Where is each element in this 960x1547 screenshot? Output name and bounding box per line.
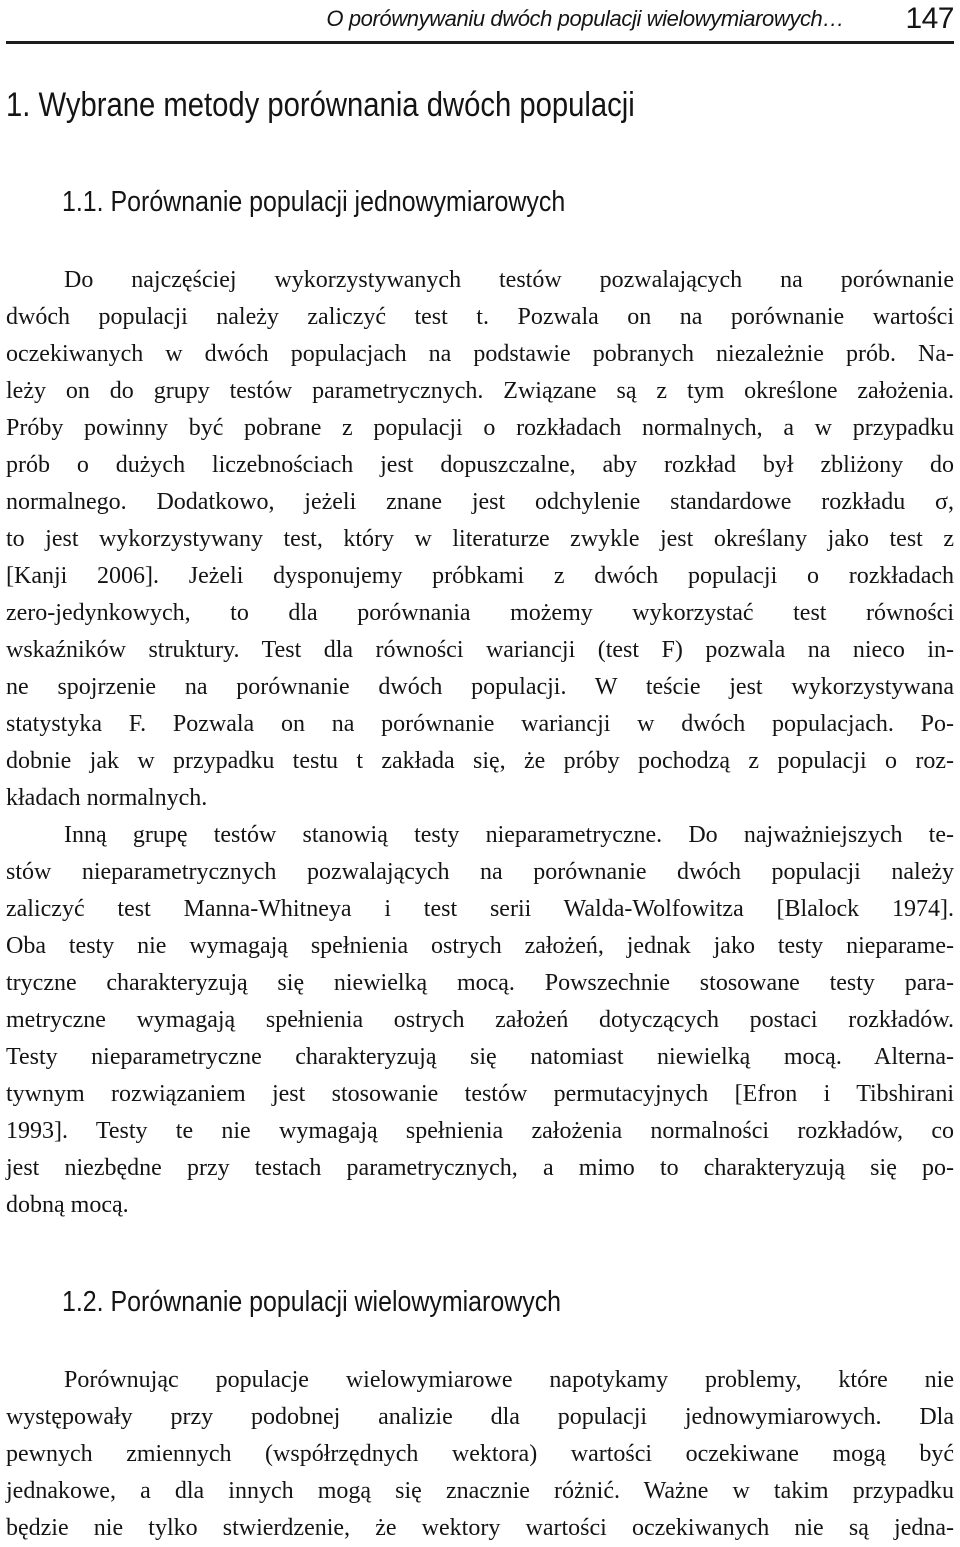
running-title: O porównywaniu dwóch populacji wielowymiarowych… (326, 6, 844, 31)
text-line: statystyka F. Pozwala on na porównanie wariancji w dwóch populacjach. Po- (6, 711, 954, 737)
text-line: dwóch populacji należy zaliczyć test t. Pozwala on na porównanie wartości (6, 304, 954, 330)
text-line: zaliczyć test Manna-Whitneya i test serii Walda-Wolfowitza [Blalock 1974]. (6, 896, 954, 922)
text-line: ne spojrzenie na porównanie dwóch populacji. W teście jest wykorzystywana (6, 674, 954, 700)
text-line: stów nieparametrycznych pozwalających na porównanie dwóch populacji należy (6, 859, 954, 885)
text-line: to jest wykorzystywany test, który w literaturze zwykle jest określany jako test z (6, 526, 954, 552)
text-line: tywnym rozwiązaniem jest stosowanie testów permutacyjnych [Efron i Tibshirani (6, 1081, 954, 1107)
text-line: jest niezbędne przy testach parametrycznych, a mimo to charakteryzują się po- (6, 1155, 954, 1181)
text-line: Testy nieparametryczne charakteryzują się natomiast niewielką mocą. Alterna- (6, 1044, 954, 1070)
text-line: oczekiwanych w dwóch populacjach na podstawie pobranych niezależnie prób. Na- (6, 341, 954, 367)
text-line: dobną mocą. (6, 1192, 129, 1218)
text-line: tryczne charakteryzują się niewielką mocą. Powszechnie stosowane testy para- (6, 970, 954, 996)
text-line: Oba testy nie wymagają spełnienia ostrych założeń, jednak jako testy nieparame- (6, 933, 954, 959)
page-number: 147 (905, 2, 954, 35)
text-line: Do najczęściej wykorzystywanych testów pozwalających na porównanie (64, 267, 954, 293)
running-head (6, 2, 954, 42)
text-line: zero-jedynkowych, to dla porównania możemy wykorzystać test równości (6, 600, 954, 626)
text-line: dobnie jak w przypadku testu t zakłada się, że próby pochodzą z populacji o roz- (6, 748, 954, 774)
text-line: Porównując populacje wielowymiarowe napotykamy problemy, które nie (64, 1367, 954, 1393)
text-line: kładach normalnych. (6, 785, 208, 811)
text-line: leży on do grupy testów parametrycznych. Związane są z tym określone założenia. (6, 378, 954, 404)
text-line: będzie nie tylko stwierdzenie, że wektory wartości oczekiwanych nie są jedna- (6, 1515, 954, 1541)
subsection-1-2-body (6, 1362, 954, 1547)
text-line: Inną grupę testów stanowią testy nieparametryczne. Do najważniejszych te- (64, 822, 954, 848)
header-rule (6, 41, 954, 44)
subsection-1-1-body (6, 262, 954, 1224)
text-line: Próby powinny być pobrane z populacji o rozkładach normalnych, a w przypadku (6, 415, 954, 441)
text-line: pewnych zmiennych (współrzędnych wektora) wartości oczekiwane mogą być (6, 1441, 954, 1467)
text-line: 1993]. Testy te nie wymagają spełnienia założenia normalności rozkładów, co (6, 1118, 954, 1144)
text-line: jednakowe, a dla innych mogą się znacznie różnić. Ważne w takim przypadku (6, 1478, 954, 1504)
text-line: metryczne wymagają spełnienia ostrych założeń dotyczących postaci rozkładów. (6, 1007, 954, 1033)
text-line: normalnego. Dodatkowo, jeżeli znane jest odchylenie standardowe rozkładu σ, (6, 489, 954, 515)
text-line: wskaźników struktury. Test dla równości wariancji (test F) pozwala na nieco in- (6, 637, 954, 663)
subsection-1-1-title: 1.1. Porównanie populacji jednowymiarowych (62, 186, 566, 218)
text-line: [Kanji 2006]. Jeżeli dysponujemy próbkami z dwóch populacji o rozkładach (6, 563, 954, 589)
section-title: 1. Wybrane metody porównania dwóch populacji (6, 86, 635, 124)
subsection-1-2-title: 1.2. Porównanie populacji wielowymiarowych (62, 1286, 562, 1318)
text-line: występowały przy podobnej analizie dla populacji jednowymiarowych. Dla (6, 1404, 954, 1430)
text-line: prób o dużych liczebnościach jest dopuszczalne, aby rozkład był zbliżony do (6, 452, 954, 478)
